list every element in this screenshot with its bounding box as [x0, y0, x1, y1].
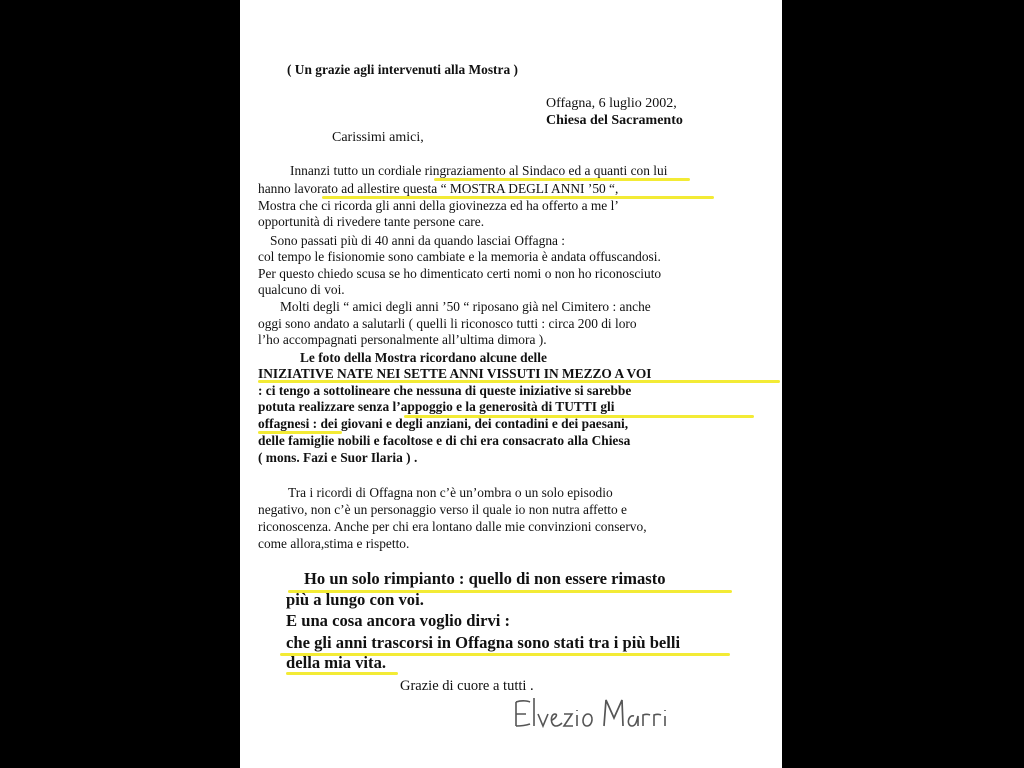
closing-line: E una cosa ancora voglio dirvi : — [286, 611, 511, 630]
location: Chiesa del Sacramento — [546, 113, 683, 128]
paragraph-line: INIZIATIVE NATE NEI SETTE ANNI VISSUTI IN MEZZO A VOI — [258, 366, 652, 381]
paragraph-line: opportunità di rivedere tante persone care. — [258, 214, 485, 229]
paragraph-line: Sono passati più di 40 anni da quando lasciai Offagna : — [270, 233, 566, 248]
paragraph-line: come allora,stima e rispetto. — [258, 536, 410, 551]
closing-line: Ho un solo rimpianto : quello di non essere rimasto — [304, 569, 666, 588]
paragraph-line: hanno lavorato ad allestire questa “ MOSTRA DEGLI ANNI ’50 “, — [258, 181, 619, 196]
letter-page — [240, 0, 782, 768]
letter-heading: ( Un grazie agli intervenuti alla Mostra ) — [287, 62, 518, 77]
paragraph-line: l’ho accompagnati personalmente all’ultima dimora ). — [258, 332, 547, 347]
paragraph-line: qualcuno di voi. — [258, 282, 345, 297]
paragraph-line: Innanzi tutto un cordiale ringraziamento al Sindaco ed a quanti con lui — [290, 163, 668, 178]
closing-line: della mia vita. — [286, 653, 387, 672]
thanks-line: Grazie di cuore a tutti . — [400, 678, 534, 694]
salutation: Carissimi amici, — [332, 130, 424, 145]
paragraph-line: col tempo le fisionomie sono cambiate e la memoria è andata offuscandosi. — [258, 249, 661, 264]
paragraph-line: potuta realizzare senza l’appoggio e la generosità di TUTTI gli — [258, 399, 615, 414]
paragraph-line: ( mons. Fazi e Suor Ilaria ) . — [258, 450, 418, 465]
place-date: Offagna, 6 luglio 2002, — [546, 96, 677, 111]
signature — [510, 688, 670, 738]
paragraph-line: Tra i ricordi di Offagna non c’è un’ombra o un solo episodio — [288, 485, 613, 500]
paragraph-line: offagnesi : dei giovani e degli anziani, dei contadini e dei paesani, — [258, 416, 629, 431]
paragraph-line: riconoscenza. Anche per chi era lontano dalle mie convinzioni conservo, — [258, 519, 647, 534]
paragraph-line: Per questo chiedo scusa se ho dimenticato certi nomi o non ho riconosciuto — [258, 266, 662, 281]
paragraph-line: Molti degli “ amici degli anni ’50 “ riposano già nel Cimitero : anche — [280, 299, 651, 314]
closing-line: che gli anni trascorsi in Offagna sono stati tra i più belli — [286, 633, 681, 652]
paragraph-line: delle famiglie nobili e facoltose e di chi era consacrato alla Chiesa — [258, 433, 631, 448]
signature-handwriting — [510, 688, 670, 738]
paragraph-line: Mostra che ci ricorda gli anni della giovinezza ed ha offerto a me l’ — [258, 198, 619, 213]
paragraph-line: : ci tengo a sottolineare che nessuna di queste iniziative si sarebbe — [258, 383, 632, 398]
closing-line: più a lungo con voi. — [286, 590, 424, 609]
paragraph-line: Le foto della Mostra ricordano alcune delle — [300, 350, 547, 365]
paragraph-line: negativo, non c’è un personaggio verso il quale io non nutra affetto e — [258, 502, 628, 517]
paragraph-line: oggi sono andato a salutarli ( quelli li riconosco tutti : circa 200 di loro — [258, 316, 637, 331]
